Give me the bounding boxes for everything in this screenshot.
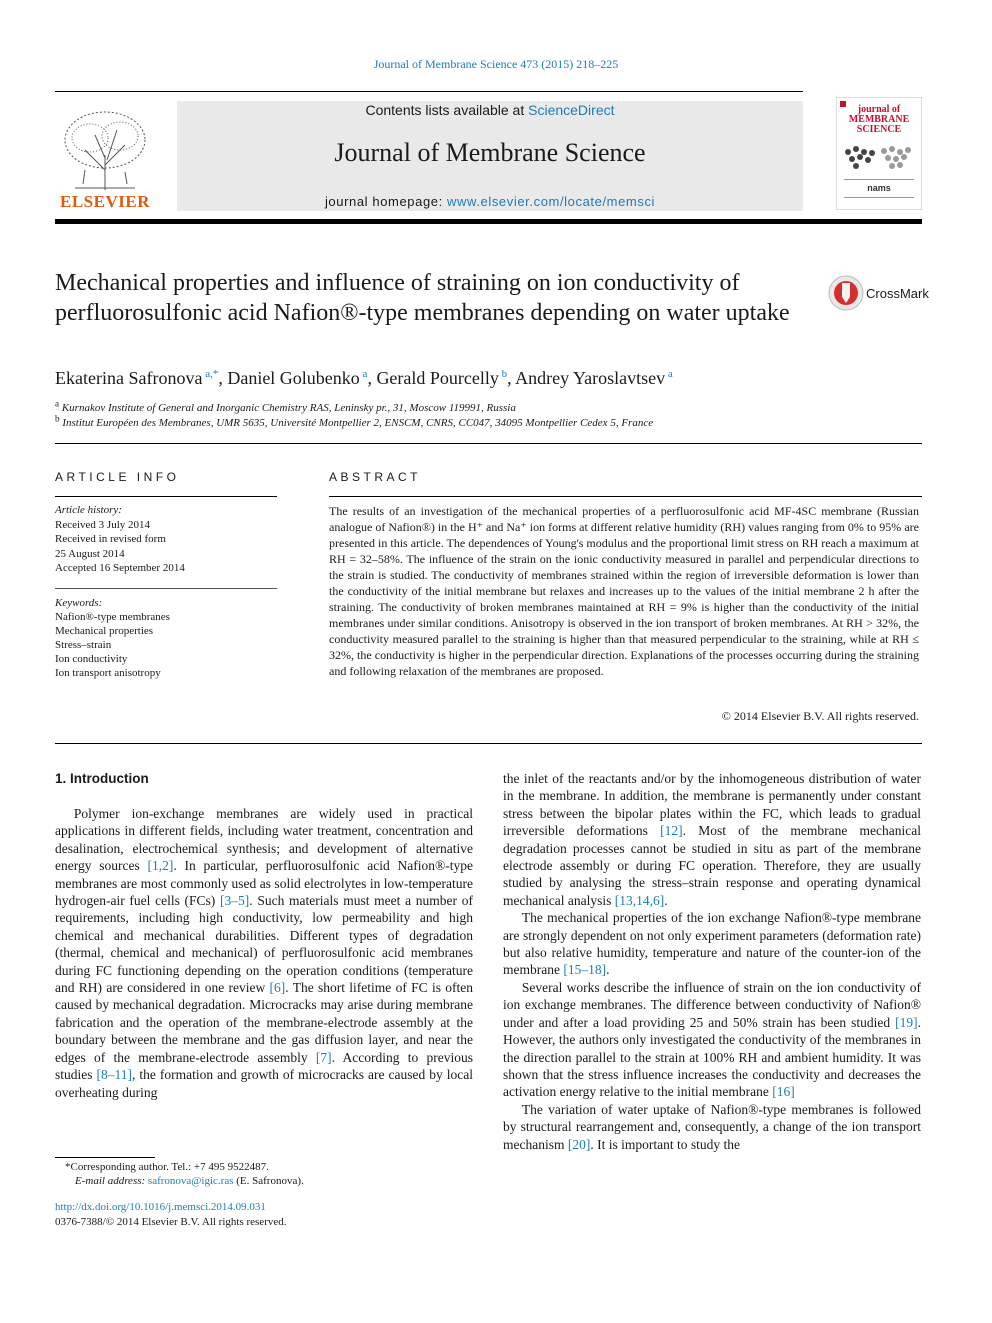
email-suffix: (E. Safronova). bbox=[233, 1175, 304, 1187]
abstract-text: The results of an investigation of the mechanical properties of a perfluorosulfonic acid MF-4SC membrane (Russian analogue of Nafion®) in the H⁺ and Na⁺ ion forms at different relative humidity (RH) values ranging from 0% to 95% are presented in this article. The dependences of Young's modulus and the proportional limit stress on RH reach a maximum at RH = 32–58%. The influence of the strain on the ionic conductivity measured in parallel and perpendicular directions to the strain is studied. The conductivity of membranes strained within the region of irreversible deformation is lower than the conductivity of the initial membrane but relaxes and increases up to the values of the initial membrane 2 h after the straining. The conductivity of broken membranes maintained at RH = 9% is higher than the conductivity of the initial membranes under similar conditions. Anisotropy is observed in the ion transport of broken membranes. At RH > 32%, the conductivity measured parallel to the straining is higher than that measured perpendicular to the straining, while at RH ≤ 32%, the conductivity is higher in the perpendicular direction. Explanations of the processes occurring during the straining and following relaxation of the membranes are proposed. bbox=[329, 504, 919, 678]
affiliation-a bbox=[55, 398, 516, 414]
article-title: Mechanical properties and influence of straining on ion conductivity of perfluorosulfonic acid Nafion®-type membranes depending on water uptake bbox=[55, 270, 790, 326]
author-name: Ekaterina Safronova bbox=[55, 368, 203, 388]
body-paragraph: Polymer ion-exchange membranes are widely used in practical applications in different fields, including water treatment, concentration and desalination, electrochemical synthesis; and development of alternative energy sources [1,2]. In particular, perfluorosulfonic acid Nafion®-type membranes are most commonly used as solid electrolytes in low-temperature hydrogen-air fuel cells (FCs) [3–5]. Such materials must meet a number of requirements, including high conductivity, low permeability and high chemical and mechanical durabilities. Different types of degradation (thermal, chemical and mechanical) of perfluorosulfonic acid membranes during FC functioning depending on the operation conditions (temperature and RH) are considered in one review [6]. The short lifetime of FC is often caused by mechanical degradation. Microcracks may arise during membrane fabrication and the operation of the membrane-electrode assembly at the boundary between the membrane and the gas diffusion layer, and near the edges of the membrane-electrode assembly [7]. According to previous studies [8–11], the formation and growth of microcracks are caused by local overheating during bbox=[55, 806, 474, 1100]
author-list: Ekaterina Safronova $^{a,*}$, Daniel Golubenko $^a$, Gerald Pourcelly $^b$, Andrey Yaroslavtsev $^a$ bbox=[55, 368, 673, 388]
homepage-prefix: journal homepage: bbox=[324, 194, 448, 209]
article-info-rule bbox=[55, 496, 277, 497]
doi-link[interactable]: http://dx.doi.org/10.1016/j.memsci.2014.09.031 bbox=[55, 1201, 266, 1213]
journal-title: Journal of Membrane Science bbox=[334, 138, 646, 167]
body-paragraph: The variation of water uptake of Nafion®-type membranes is followed by structural rearrangement and, consequently, a change of the ion transport mechanism [20]. It is important to study the bbox=[503, 1101, 921, 1152]
citation-link[interactable]: [15–18] bbox=[563, 962, 607, 978]
abstract-rule bbox=[329, 496, 922, 497]
cover-title-line-1: journal of bbox=[857, 104, 901, 115]
article-info-heading: ARTICLE INFO bbox=[55, 470, 180, 484]
keyword-item: Nafion®-type membranes bbox=[55, 611, 170, 623]
citation-link[interactable]: [8–11] bbox=[96, 1067, 132, 1083]
email-label: E-mail address: bbox=[75, 1175, 148, 1187]
abstract-copyright: © 2014 Elsevier B.V. All rights reserved. bbox=[721, 709, 919, 723]
cover-title-line-2: MEMBRANE bbox=[848, 114, 910, 125]
citation-link[interactable]: [6] bbox=[269, 980, 286, 996]
crossmark-label[interactable]: CrossMark bbox=[866, 286, 929, 301]
affiliation-a-text: Kurnakov Institute of General and Inorganic Chemistry RAS, Leninsky pr., 31, Moscow 119991, Russia bbox=[61, 402, 516, 414]
author-name: Daniel Golubenko bbox=[227, 368, 360, 388]
keywords bbox=[55, 596, 277, 680]
author-affiliation-mark[interactable]: b bbox=[498, 368, 508, 380]
cover-title bbox=[836, 105, 922, 135]
body-paragraph: Several works describe the influence of strain on the ion conductivity of ion exchange membranes. The difference between conductivity of Nafion® under and after a load providing 25 and 50% strain has been studied [19]. However, the authors only investigated the conductivity of the membranes in the direction parallel to the strain at 100% RH and ambient humidity. It was shown that the stress influence increases the conductivity and decreases the activation energy relative to the initial membrane [16] bbox=[503, 979, 921, 1100]
history-item: Received in revised form bbox=[55, 533, 166, 545]
affiliation-a-mark: a bbox=[55, 398, 60, 409]
email-note bbox=[55, 1174, 473, 1188]
history-label: Article history: bbox=[55, 504, 122, 516]
corresponding-author-note: *Corresponding author. Tel.: +7 495 9522487. bbox=[65, 1161, 269, 1173]
issn-copyright: 0376-7388/© 2014 Elsevier B.V. All rights reserved. bbox=[55, 1216, 287, 1228]
homepage-line bbox=[177, 194, 803, 209]
contents-line bbox=[177, 102, 803, 118]
affiliation-b bbox=[55, 413, 654, 429]
author-affiliation-mark[interactable]: a bbox=[665, 368, 673, 380]
keywords-label: Keywords: bbox=[55, 597, 103, 609]
keywords-rule bbox=[55, 588, 277, 589]
body-column-right bbox=[503, 770, 921, 1153]
citation-link[interactable]: [13,14,6] bbox=[614, 892, 665, 908]
footnotes bbox=[55, 1160, 473, 1188]
citation-link[interactable]: [16] bbox=[772, 1084, 795, 1100]
author-name: Gerald Pourcelly bbox=[376, 368, 499, 388]
affiliation-b-text: Institut Européen des Membranes, UMR 5635, Université Montpellier 2, ENSCM, CNRS, CC047, 34095 Montpellier Cedex 5, France bbox=[62, 417, 654, 429]
citation-link[interactable]: [12] bbox=[660, 823, 683, 839]
history-item: Accepted 16 September 2014 bbox=[55, 562, 185, 574]
cover-title-line-3: SCIENCE bbox=[856, 124, 902, 135]
masthead-top-rule bbox=[55, 91, 803, 92]
homepage-link[interactable]: www.elsevier.com/locate/memsci bbox=[447, 194, 656, 209]
elsevier-wordmark: ELSEVIER bbox=[60, 192, 150, 211]
body-paragraph: the inlet of the reactants and/or by the inhomogeneous distribution of water in the membrane. In addition, the membrane is permanently under constant stress between the bipolar plates within the FC, which leads to gradual irreversible deformations [12]. Most of the membrane mechanical degradation processes cannot be studied in situ as part of the membrane electrode assembly or during FC operation. Therefore, they are usually studied by analysing the stress–strain response and operating dynamical mechanical analysis [13,14,6]. bbox=[503, 771, 921, 908]
citation-link[interactable]: [7] bbox=[315, 1049, 332, 1065]
keyword-item: Ion transport anisotropy bbox=[55, 667, 161, 679]
abstract-end-rule bbox=[55, 743, 922, 744]
journal-cover-thumbnail[interactable] bbox=[836, 97, 922, 210]
email-link[interactable]: safronova@igic.ras bbox=[147, 1175, 234, 1187]
masthead-bottom-rule bbox=[55, 219, 922, 224]
keyword-item: Mechanical properties bbox=[55, 625, 154, 637]
sciencedirect-link[interactable]: ScienceDirect bbox=[528, 102, 615, 118]
crossmark-icon[interactable] bbox=[828, 275, 864, 311]
affiliation-rule bbox=[55, 443, 922, 444]
keyword-item: Ion conductivity bbox=[55, 653, 128, 665]
introduction-heading: 1. Introduction bbox=[55, 771, 149, 786]
article-history bbox=[55, 503, 277, 576]
body-paragraph: The mechanical properties of the ion exchange Nafion®-type membrane are strongly dependent on not only experiment parameters (deformation rate) but also relative humidity, temperature and nature of the counter-ion of the membrane [15–18]. bbox=[503, 910, 921, 978]
body-column-left bbox=[55, 805, 473, 1101]
citation-link[interactable]: [20] bbox=[567, 1136, 591, 1152]
author-name: Andrey Yaroslavtsev bbox=[515, 368, 666, 388]
journal-citation-link[interactable]: Journal of Membrane Science 473 (2015) 218–225 bbox=[373, 57, 619, 71]
contents-prefix: Contents lists available at bbox=[365, 102, 529, 118]
keyword-item: Stress–strain bbox=[55, 639, 112, 651]
citation-link[interactable]: [3–5] bbox=[220, 893, 250, 909]
affiliation-b-mark: b bbox=[55, 413, 60, 424]
citation-link[interactable]: [1,2] bbox=[147, 858, 174, 874]
history-item: Received 3 July 2014 bbox=[55, 518, 151, 531]
author-affiliation-mark[interactable]: a bbox=[359, 368, 368, 380]
history-item: 25 August 2014 bbox=[55, 547, 125, 560]
abstract-heading: ABSTRACT bbox=[329, 470, 422, 484]
citation-link[interactable]: [19] bbox=[895, 1014, 918, 1030]
footnote-rule bbox=[55, 1157, 155, 1158]
author-affiliation-mark[interactable]: a,* bbox=[202, 368, 219, 380]
cover-badge: nams bbox=[867, 183, 891, 193]
